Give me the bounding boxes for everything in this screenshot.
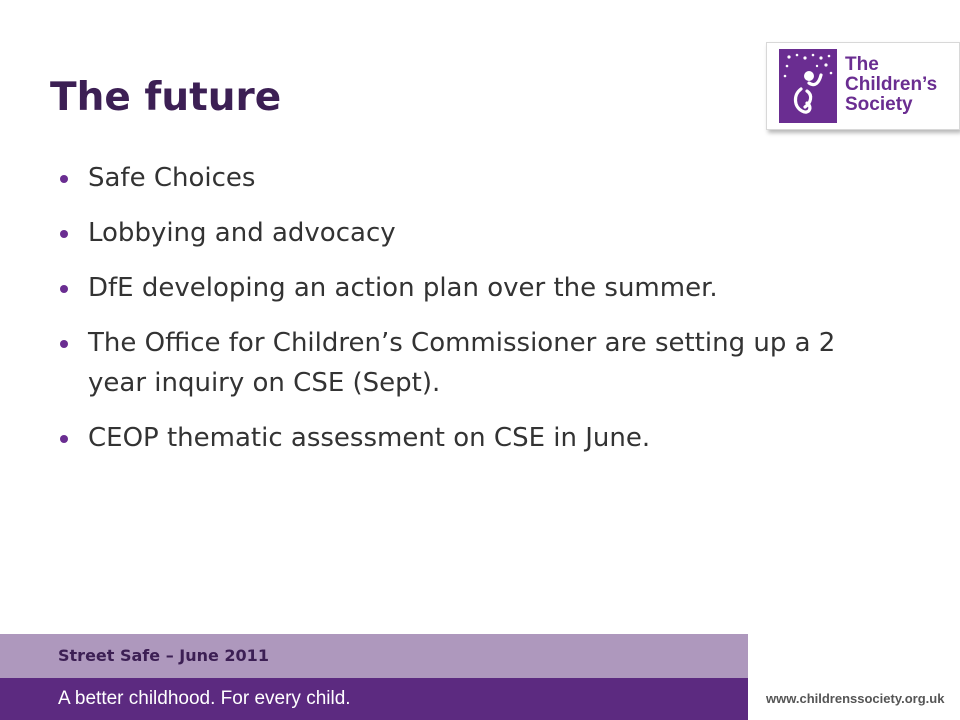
footer-url: www.childrenssociety.org.uk <box>766 691 945 706</box>
tagline: A better childhood. For every child. <box>58 688 351 709</box>
tagline-band <box>0 678 748 720</box>
logo-wordmark <box>845 55 955 115</box>
logo-line-1: The <box>845 54 879 75</box>
bullet-item <box>58 418 878 458</box>
bullet-list <box>58 158 878 473</box>
childrens-society-logo <box>766 42 960 130</box>
bullet-dot-icon <box>60 175 68 183</box>
bullet-text: The Office for Children’s Commissioner are setting up a 2 year inquiry on CSE (Sept). <box>88 328 836 398</box>
bullet-dot-icon <box>60 435 68 443</box>
bullet-item <box>58 323 878 403</box>
bullet-item <box>58 213 878 253</box>
bullet-text: CEOP thematic assessment on CSE in June. <box>88 423 651 453</box>
footer-label: Street Safe – June 2011 <box>58 646 269 665</box>
bullet-text: DfE developing an action plan over the summer. <box>88 273 718 303</box>
logo-line-3: Society <box>845 94 913 115</box>
footer-band <box>0 634 748 678</box>
bullet-text: Safe Choices <box>88 163 256 193</box>
bullet-dot-icon <box>60 340 68 348</box>
bullet-item <box>58 158 878 198</box>
logo-mark-icon <box>779 49 837 123</box>
bullet-text: Lobbying and advocacy <box>88 218 396 248</box>
slide-title: The future <box>50 75 282 120</box>
bullet-dot-icon <box>60 285 68 293</box>
logo-line-2: Children’s <box>845 74 938 95</box>
bullet-item <box>58 268 878 308</box>
bullet-dot-icon <box>60 230 68 238</box>
